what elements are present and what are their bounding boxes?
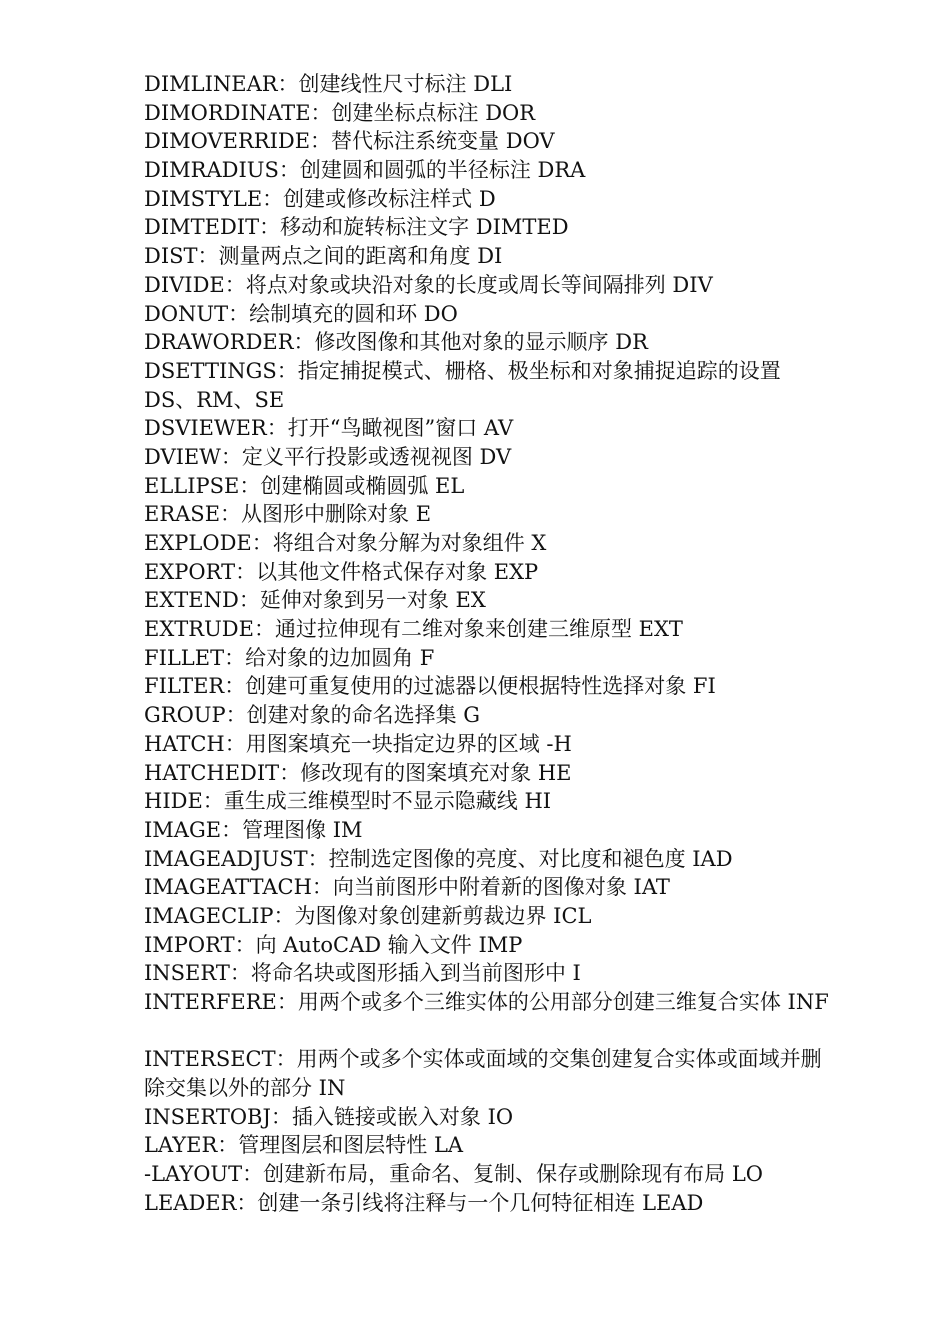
text-line: EXTRUDE：通过拉伸现有二维对象来创建三维原型 EXT <box>144 617 683 642</box>
text-line: HATCHEDIT：修改现有的图案填充对象 HE <box>144 760 572 785</box>
text-line: IMAGEATTACH：向当前图形中附着新的图像对象 IAT <box>144 875 670 900</box>
text-line: ELLIPSE：创建椭圆或椭圆弧 EL <box>144 473 465 498</box>
text-line: IMAGECLIP：为图像对象创建新剪裁边界 ICL <box>144 903 592 928</box>
text-line: ERASE：从图形中删除对象 E <box>144 502 432 527</box>
text-line: DONUT：绘制填充的圆和环 DO <box>144 301 458 326</box>
text-line: LEADER：创建一条引线将注释与一个几何特征相连 LEAD <box>144 1190 704 1215</box>
text-line: HATCH：用图案填充一块指定边界的区域 -H <box>144 731 572 756</box>
text-line: GROUP：创建对象的命名选择集 G <box>144 703 481 728</box>
text-line: IMAGEADJUST：控制选定图像的亮度、对比度和褪色度 IAD <box>144 846 733 871</box>
text-line: IMPORT：向 AutoCAD 输入文件 IMP <box>144 932 523 957</box>
text-line: DIMRADIUS：创建圆和圆弧的半径标注 DRA <box>144 158 586 183</box>
text-line: INTERSECT：用两个或多个实体或面域的交集创建复合实体或面域并删 <box>144 1047 822 1072</box>
text-line: DIST：测量两点之间的距离和角度 DI <box>144 244 503 269</box>
text-line: INTERFERE：用两个或多个三维实体的公用部分创建三维复合实体 INF <box>144 990 829 1014</box>
text-line: INSERTOBJ：插入链接或嵌入对象 IO <box>144 1104 514 1129</box>
text-line: EXTEND：延伸对象到另一对象 EX <box>144 588 486 613</box>
text-line: EXPORT：以其他文件格式保存对象 EXP <box>144 559 539 584</box>
text-line: DIMTEDIT：移动和旋转标注文字 DIMTED <box>144 215 569 240</box>
text-line: 除交集以外的部分 IN <box>144 1076 346 1101</box>
blank-line <box>144 1017 884 1046</box>
text-line: LAYER：管理图层和图层特性 LA <box>144 1133 464 1158</box>
text-line: FILTER：创建可重复使用的过滤器以便根据特性选择对象 FI <box>144 674 716 699</box>
text-line: -LAYOUT：创建新布局，重命名、复制、保存或删除现有布局 LO <box>144 1162 763 1187</box>
text-line: DIMOVERRIDE：替代标注系统变量 DOV <box>144 129 555 154</box>
text-line: DIMLINEAR：创建线性尺寸标注 DLI <box>144 72 513 96</box>
text-line: DS、RM、SE <box>144 387 285 412</box>
text-line: DVIEW：定义平行投影或透视视图 DV <box>144 444 512 469</box>
text-line: DSVIEWER：打开“鸟瞰视图”窗口 AV <box>144 416 514 441</box>
text-line: DSETTINGS：指定捕捉模式、栅格、极坐标和对象捕捉追踪的设置 <box>144 358 781 383</box>
text-line: HIDE：重生成三维模型时不显示隐藏线 HI <box>144 789 552 814</box>
text-line: INSERT：将命名块或图形插入到当前图形中 I <box>144 961 581 986</box>
text-line: DIVIDE：将点对象或块沿对象的长度或周长等间隔排列 DIV <box>144 272 713 297</box>
text-line: DRAWORDER：修改图像和其他对象的显示顺序 DR <box>144 330 648 355</box>
text-line: IMAGE：管理图像 IM <box>144 817 363 842</box>
text-line: EXPLODE：将组合对象分解为对象组件 X <box>144 531 547 555</box>
text-line: DIMSTYLE：创建或修改标注样式 D <box>144 186 496 211</box>
text-line: DIMORDINATE：创建坐标点标注 DOR <box>144 100 536 125</box>
text-line: FILLET：给对象的边加圆角 F <box>144 645 435 670</box>
document-body <box>144 70 884 1218</box>
